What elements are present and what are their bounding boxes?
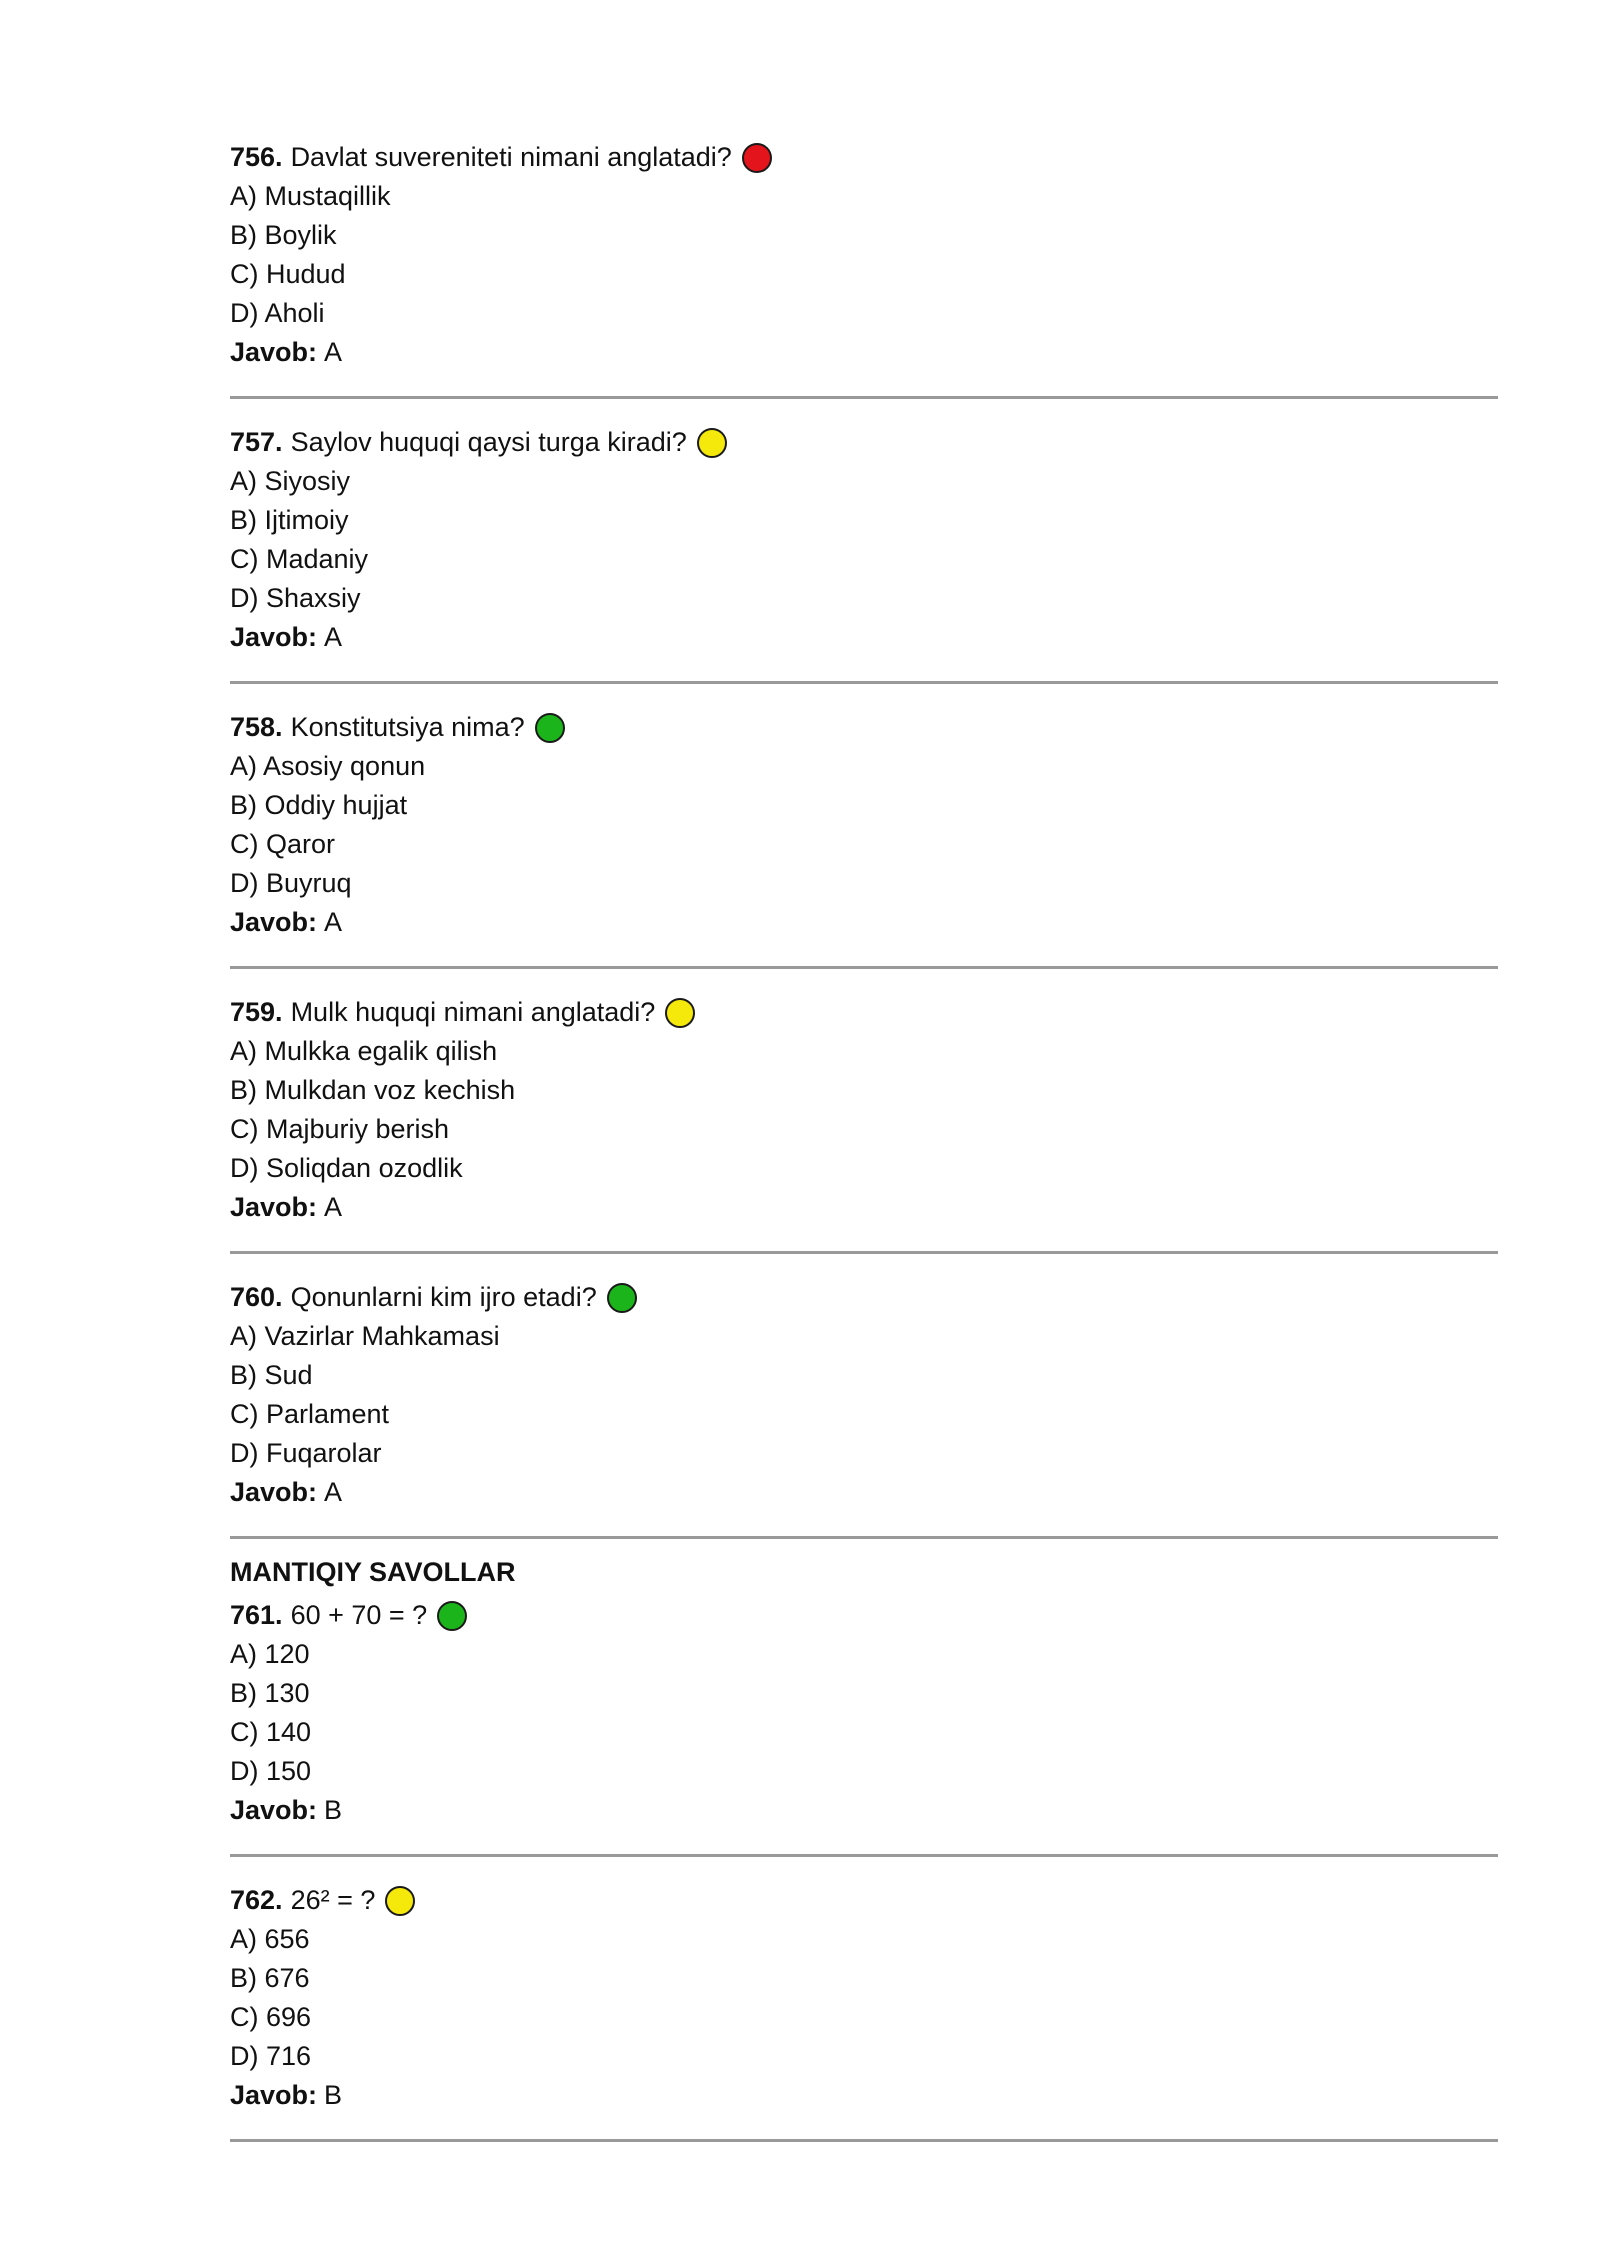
question-number: 762. <box>230 1885 283 1915</box>
question-number: 758. <box>230 712 283 742</box>
difficulty-dot-icon <box>742 143 772 173</box>
question-759 <box>230 993 1498 1227</box>
option-b: B) Sud <box>230 1360 313 1390</box>
question-line <box>230 1596 1498 1635</box>
option-c: C) Parlament <box>230 1399 390 1429</box>
option-b: B) Boylik <box>230 220 337 250</box>
question-757 <box>230 423 1498 657</box>
question-number: 760. <box>230 1282 283 1312</box>
question-line <box>230 423 1498 462</box>
option-d: D) Shaxsiy <box>230 583 361 613</box>
answer-line <box>230 903 1498 942</box>
divider <box>230 396 1498 399</box>
divider <box>230 966 1498 969</box>
difficulty-dot-icon <box>665 998 695 1028</box>
question-text: Saylov huquqi qaysi turga kiradi? <box>290 427 687 457</box>
difficulty-dot-icon <box>607 1283 637 1313</box>
option-c: C) Qaror <box>230 829 336 859</box>
difficulty-dot-icon <box>535 713 565 743</box>
question-text: Qonunlarni kim ijro etadi? <box>290 1282 597 1312</box>
answer-label: Javob: <box>230 1795 318 1825</box>
answer-value: B <box>324 2080 343 2110</box>
option-b: B) Oddiy hujjat <box>230 790 408 820</box>
question-number: 761. <box>230 1600 283 1630</box>
question-line <box>230 1881 1498 1920</box>
answer-value: A <box>324 1477 343 1507</box>
option-a: A) Asosiy qonun <box>230 751 426 781</box>
questions-list <box>230 138 1498 2166</box>
option-b: B) Mulkdan voz kechish <box>230 1075 516 1105</box>
question-number: 759. <box>230 997 283 1027</box>
section-heading: MANTIQIY SAVOLLAR <box>230 1557 516 1587</box>
option-c: C) 696 <box>230 2002 312 2032</box>
divider <box>230 1854 1498 1857</box>
option-c: C) 140 <box>230 1717 312 1747</box>
option-d: D) 716 <box>230 2041 312 2071</box>
answer-label: Javob: <box>230 622 318 652</box>
answer-line <box>230 1188 1498 1227</box>
option-b: B) 130 <box>230 1678 310 1708</box>
answer-line <box>230 1473 1498 1512</box>
question-text: Mulk huquqi nimani anglatadi? <box>290 997 656 1027</box>
answer-label: Javob: <box>230 907 318 937</box>
answer-value: A <box>324 1192 343 1222</box>
option-c: C) Hudud <box>230 259 346 289</box>
answer-value: A <box>324 622 343 652</box>
question-number: 757. <box>230 427 283 457</box>
difficulty-dot-icon <box>385 1886 415 1916</box>
answer-value: A <box>324 337 343 367</box>
option-d: D) Buyruq <box>230 868 352 898</box>
answer-line <box>230 618 1498 657</box>
answer-value: B <box>324 1795 343 1825</box>
answer-label: Javob: <box>230 1477 318 1507</box>
option-b: B) Ijtimoiy <box>230 505 349 535</box>
question-number: 756. <box>230 142 283 172</box>
answer-label: Javob: <box>230 337 318 367</box>
question-text: 26² = ? <box>290 1885 376 1915</box>
answer-label: Javob: <box>230 1192 318 1222</box>
option-b: B) 676 <box>230 1963 310 1993</box>
difficulty-dot-icon <box>437 1601 467 1631</box>
question-760 <box>230 1278 1498 1512</box>
divider <box>230 1251 1498 1254</box>
option-a: A) Siyosiy <box>230 466 351 496</box>
question-text: Davlat suvereniteti nimani anglatadi? <box>290 142 732 172</box>
question-756 <box>230 138 1498 372</box>
option-a: A) Mulkka egalik qilish <box>230 1036 498 1066</box>
divider <box>230 1536 1498 1539</box>
option-c: C) Madaniy <box>230 544 369 574</box>
question-762 <box>230 1881 1498 2115</box>
answer-line <box>230 2076 1498 2115</box>
question-line <box>230 708 1498 747</box>
question-line <box>230 993 1498 1032</box>
option-d: D) Soliqdan ozodlik <box>230 1153 463 1183</box>
option-d: D) Fuqarolar <box>230 1438 382 1468</box>
option-c: C) Majburiy berish <box>230 1114 450 1144</box>
divider <box>230 2139 1498 2142</box>
question-text: Konstitutsiya nima? <box>290 712 525 742</box>
option-a: A) 656 <box>230 1924 310 1954</box>
option-a: A) Vazirlar Mahkamasi <box>230 1321 500 1351</box>
answer-label: Javob: <box>230 2080 318 2110</box>
option-d: D) 150 <box>230 1756 312 1786</box>
answer-line <box>230 1791 1498 1830</box>
question-758 <box>230 708 1498 942</box>
question-line <box>230 138 1498 177</box>
question-text: 60 + 70 = ? <box>290 1600 428 1630</box>
option-d: D) Aholi <box>230 298 325 328</box>
question-line <box>230 1278 1498 1317</box>
answer-line <box>230 333 1498 372</box>
answer-value: A <box>324 907 343 937</box>
divider <box>230 681 1498 684</box>
difficulty-dot-icon <box>697 428 727 458</box>
option-a: A) Mustaqillik <box>230 181 391 211</box>
option-a: A) 120 <box>230 1639 310 1669</box>
question-761 <box>230 1596 1498 1830</box>
